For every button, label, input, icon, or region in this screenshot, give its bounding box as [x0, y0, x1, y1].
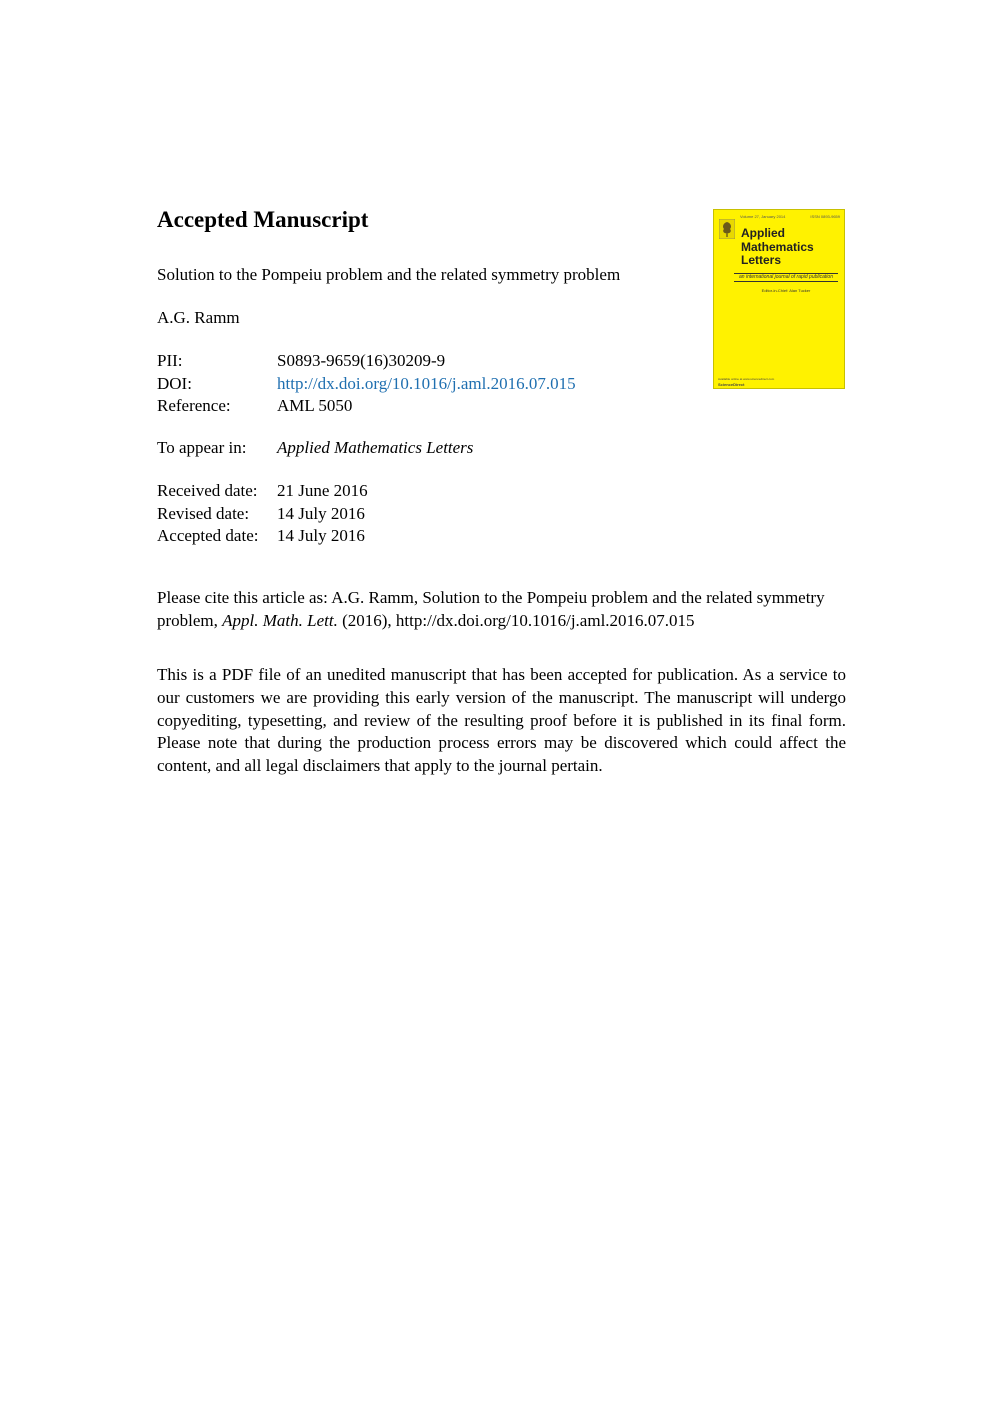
citation-prefix: Please cite this article as: A.G. Ramm, Solution to the Pompeiu problem and the related symmetry problem,: [157, 588, 825, 630]
accepted-value: 14 July 2016: [277, 526, 365, 545]
appear-row: [157, 437, 757, 459]
article-author: A.G. Ramm: [157, 308, 240, 327]
page-title: Accepted Manuscript: [157, 207, 369, 232]
article-title: Solution to the Pompeiu problem and the related symmetry problem: [157, 265, 621, 284]
pii-row: [157, 350, 757, 372]
citation-paragraph: [157, 587, 847, 632]
accepted-row: [157, 525, 757, 547]
revised-row: [157, 503, 757, 525]
received-label: Received date:: [157, 481, 258, 500]
cover-title-line-1: Applied: [741, 226, 785, 240]
cover-issn: ISSN 0893-9659: [810, 214, 840, 219]
cover-title-line-2: Mathematics: [741, 239, 814, 254]
cover-volume: Volume 27, January 2014: [740, 214, 786, 219]
pii-label: PII:: [157, 351, 183, 370]
cover-rule-bottom: [734, 281, 838, 282]
citation-suffix: (2016), http://dx.doi.org/10.1016/j.aml.2016.07.015: [337, 610, 695, 630]
cover-title-line-3: Letters: [741, 253, 782, 267]
cover-editor: Editor-in-Chief: Alan Tucker: [761, 288, 811, 293]
accepted-label: Accepted date:: [157, 526, 259, 545]
cover-platform: ScienceDirect: [718, 382, 745, 387]
revised-value: 14 July 2016: [277, 504, 365, 523]
received-row: [157, 480, 757, 502]
appear-label: To appear in:: [157, 438, 247, 457]
doi-label: DOI:: [157, 374, 192, 393]
journal-name: Applied Mathematics Letters: [277, 438, 474, 457]
elsevier-tree-icon: [719, 219, 735, 239]
journal-cover: [713, 209, 845, 389]
cover-journal-title: [741, 227, 814, 268]
cover-availability: Available online at www.sciencedirect.com: [718, 377, 775, 381]
reference-row: [157, 395, 757, 417]
received-value: 21 June 2016: [277, 481, 368, 500]
cover-subtitle: an international journal of rapid publication: [739, 274, 833, 280]
reference-value: AML 5050: [277, 396, 353, 415]
disclaimer-paragraph: This is a PDF file of an unedited manuscript that has been accepted for publication. As a service to our customers we are providing this early version of the manuscript. The manuscript will undergo copyediting, typesetting, and review of the resulting proof before it is published in its final form. Please note that during the production process errors may be discovered which could affect the content, and all legal disclaimers that apply to the journal pertain.: [157, 665, 846, 776]
revised-label: Revised date:: [157, 504, 250, 523]
citation-journal: Appl. Math. Lett.: [222, 610, 338, 630]
cover-header: [740, 214, 840, 219]
doi-link[interactable]: http://dx.doi.org/10.1016/j.aml.2016.07.015: [277, 374, 576, 393]
doi-row: [157, 373, 757, 395]
pii-value: S0893-9659(16)30209-9: [277, 351, 446, 370]
dates-block: [157, 480, 757, 550]
identifiers-block: [157, 350, 757, 420]
reference-label: Reference:: [157, 396, 231, 415]
